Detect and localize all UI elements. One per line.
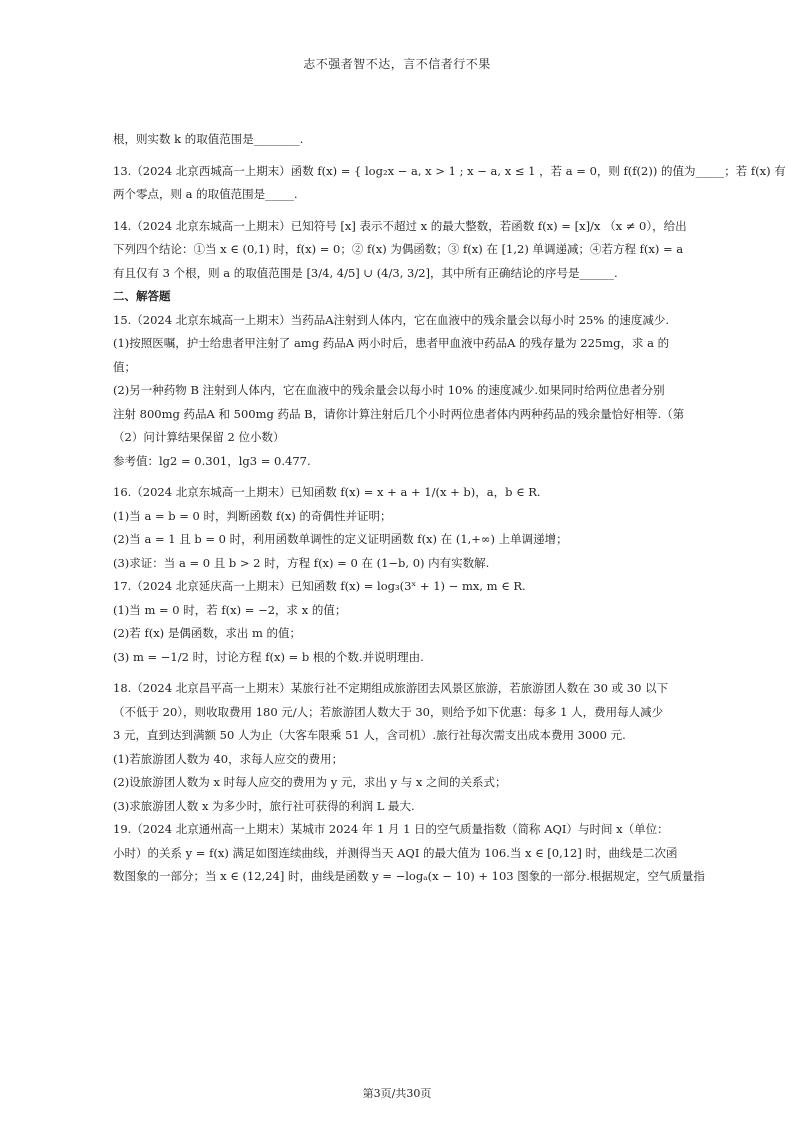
text-line: （2）问计算结果保留 2 位小数） bbox=[113, 430, 285, 444]
section-title: 二、解答题 bbox=[113, 289, 171, 303]
text-line: (3) m = −1/2 时，讨论方程 f(x) = b 根的个数.并说明理由. bbox=[113, 649, 424, 664]
text-line: (2)若 f(x) 是偶函数，求出 m 的值； bbox=[113, 626, 302, 640]
text-line: 参考值：lg2 = 0.301，lg3 = 0.477. bbox=[113, 453, 311, 468]
text-line: (2)另一种药物 B 注射到人体内，它在血液中的残余量会以每小时 10% 的速度减少.如果同时给两位患者分别 bbox=[113, 383, 665, 397]
problem-14-line: 14.（2024 北京东城高一上期末）已知符号 [x] 表示不超过 x 的最大整数，若函数 f(x) = [x]/x （x ≠ 0），给出 bbox=[113, 218, 687, 233]
text-line: (2)当 a = 1 且 b = 0 时，利用函数单调性的定义证明函数 f(x) 在 (1,+∞) 上单调递增； bbox=[113, 532, 568, 546]
text-line: (3)求证：当 a = 0 且 b > 2 时，方程 f(x) = 0 在 (1−b, 0) 内有实数解. bbox=[113, 555, 490, 570]
text-line: (2)设旅游团人数为 x 时每人应交的费用为 y 元，求出 y 与 x 之间的关系式； bbox=[113, 775, 507, 789]
header-motto: 志不强者智不达，言不信者行不果 bbox=[303, 57, 491, 71]
text-line: 有且仅有 3 个根，则 a 的取值范围是 [3/4, 4/5] ∪ (4/3, 3/2]，其中所有正确结论的序号是______. bbox=[113, 265, 618, 280]
text-line: 值； bbox=[113, 359, 136, 374]
text-line: 两个零点，则 a 的取值范围是_____. bbox=[113, 187, 298, 201]
problem-15-line: 15.（2024 北京东城高一上期末）当药品A注射到人体内，它在血液中的残余量会以每小时 25% 的速度减少. bbox=[113, 312, 670, 327]
text-line: 3 元，直到达到满额 50 人为止（大客车限乘 51 人，含司机）.旅行社每次需支出成本费用 3000 元. bbox=[113, 728, 626, 742]
problem-18-line: 18.（2024 北京昌平高一上期末）某旅行社不定期组成旅游团去风景区旅游，若旅游团人数在 30 或 30 以下 bbox=[113, 681, 669, 695]
document-body bbox=[113, 128, 786, 889]
problem-16-line: 16.（2024 北京东城高一上期末）已知函数 f(x) = x + a + 1/(x + b)，a，b ∈ R. bbox=[113, 485, 541, 499]
text-line: （不低于 20），则收取费用 180 元/人；若旅游团人数大于 30，则给予如下优惠：每多 1 人，费用每人减少 bbox=[113, 704, 664, 719]
text-line: (1)当 a = b = 0 时，判断函数 f(x) 的奇偶性并证明； bbox=[113, 508, 392, 523]
text-line: (1)当 m = 0 时，若 f(x) = −2，求 x 的值； bbox=[113, 602, 347, 617]
problem-13-line: 13.（2024 北京西城高一上期末）函数 f(x) = { log₂x − a, x > 1 ; x − a, x ≤ 1 ，若 a = 0，则 f(f(2)) 的值为_____；若 f(x) 有 bbox=[113, 163, 786, 178]
problem-19-line: 19.（2024 北京通州高一上期末）某城市 2024 年 1 月 1 日的空气质量指数（简称 AQI）与时间 x（单位： bbox=[113, 822, 669, 836]
text-line: (3)求旅游团人数 x 为多少时，旅行社可获得的利润 L 最大. bbox=[113, 798, 415, 813]
text-line: 根，则实数 k 的取值范围是________. bbox=[113, 132, 304, 146]
page-footer: 第3页/共30页 bbox=[362, 1087, 432, 1100]
text-line: (1)按照医嘱，护士给患者甲注射了 amg 药品A 两小时后，患者甲血液中药品A 的残存量为 225mg，求 a 的 bbox=[113, 336, 670, 350]
text-line: (1)若旅游团人数为 40，求每人应交的费用； bbox=[113, 751, 344, 766]
text-line: 注射 800mg 药品A 和 500mg 药品 B，请你计算注射后几个小时两位患者体内两种药品的残余量恰好相等.（第 bbox=[113, 406, 685, 421]
text-line: 数图象的一部分；当 x ∈ (12,24] 时，曲线是函数 y = −logₐ(x − 10) + 103 图象的一部分.根据规定，空气质量指 bbox=[113, 869, 705, 883]
problem-17-line: 17.（2024 北京延庆高一上期末）已知函数 f(x) = log₃(3ˣ + 1) − mx, m ∈ R. bbox=[113, 579, 526, 593]
text-line: 小时）的关系 y = f(x) 满足如图连续曲线，并测得当天 AQI 的最大值为 106.当 x ∈ [0,12] 时，曲线是二次函 bbox=[113, 845, 678, 860]
text-line: 下列四个结论：①当 x ∈ (0,1) 时，f(x) = 0；② f(x) 为偶函数；③ f(x) 在 [1,2) 单调递减；④若方程 f(x) = a bbox=[113, 242, 684, 256]
